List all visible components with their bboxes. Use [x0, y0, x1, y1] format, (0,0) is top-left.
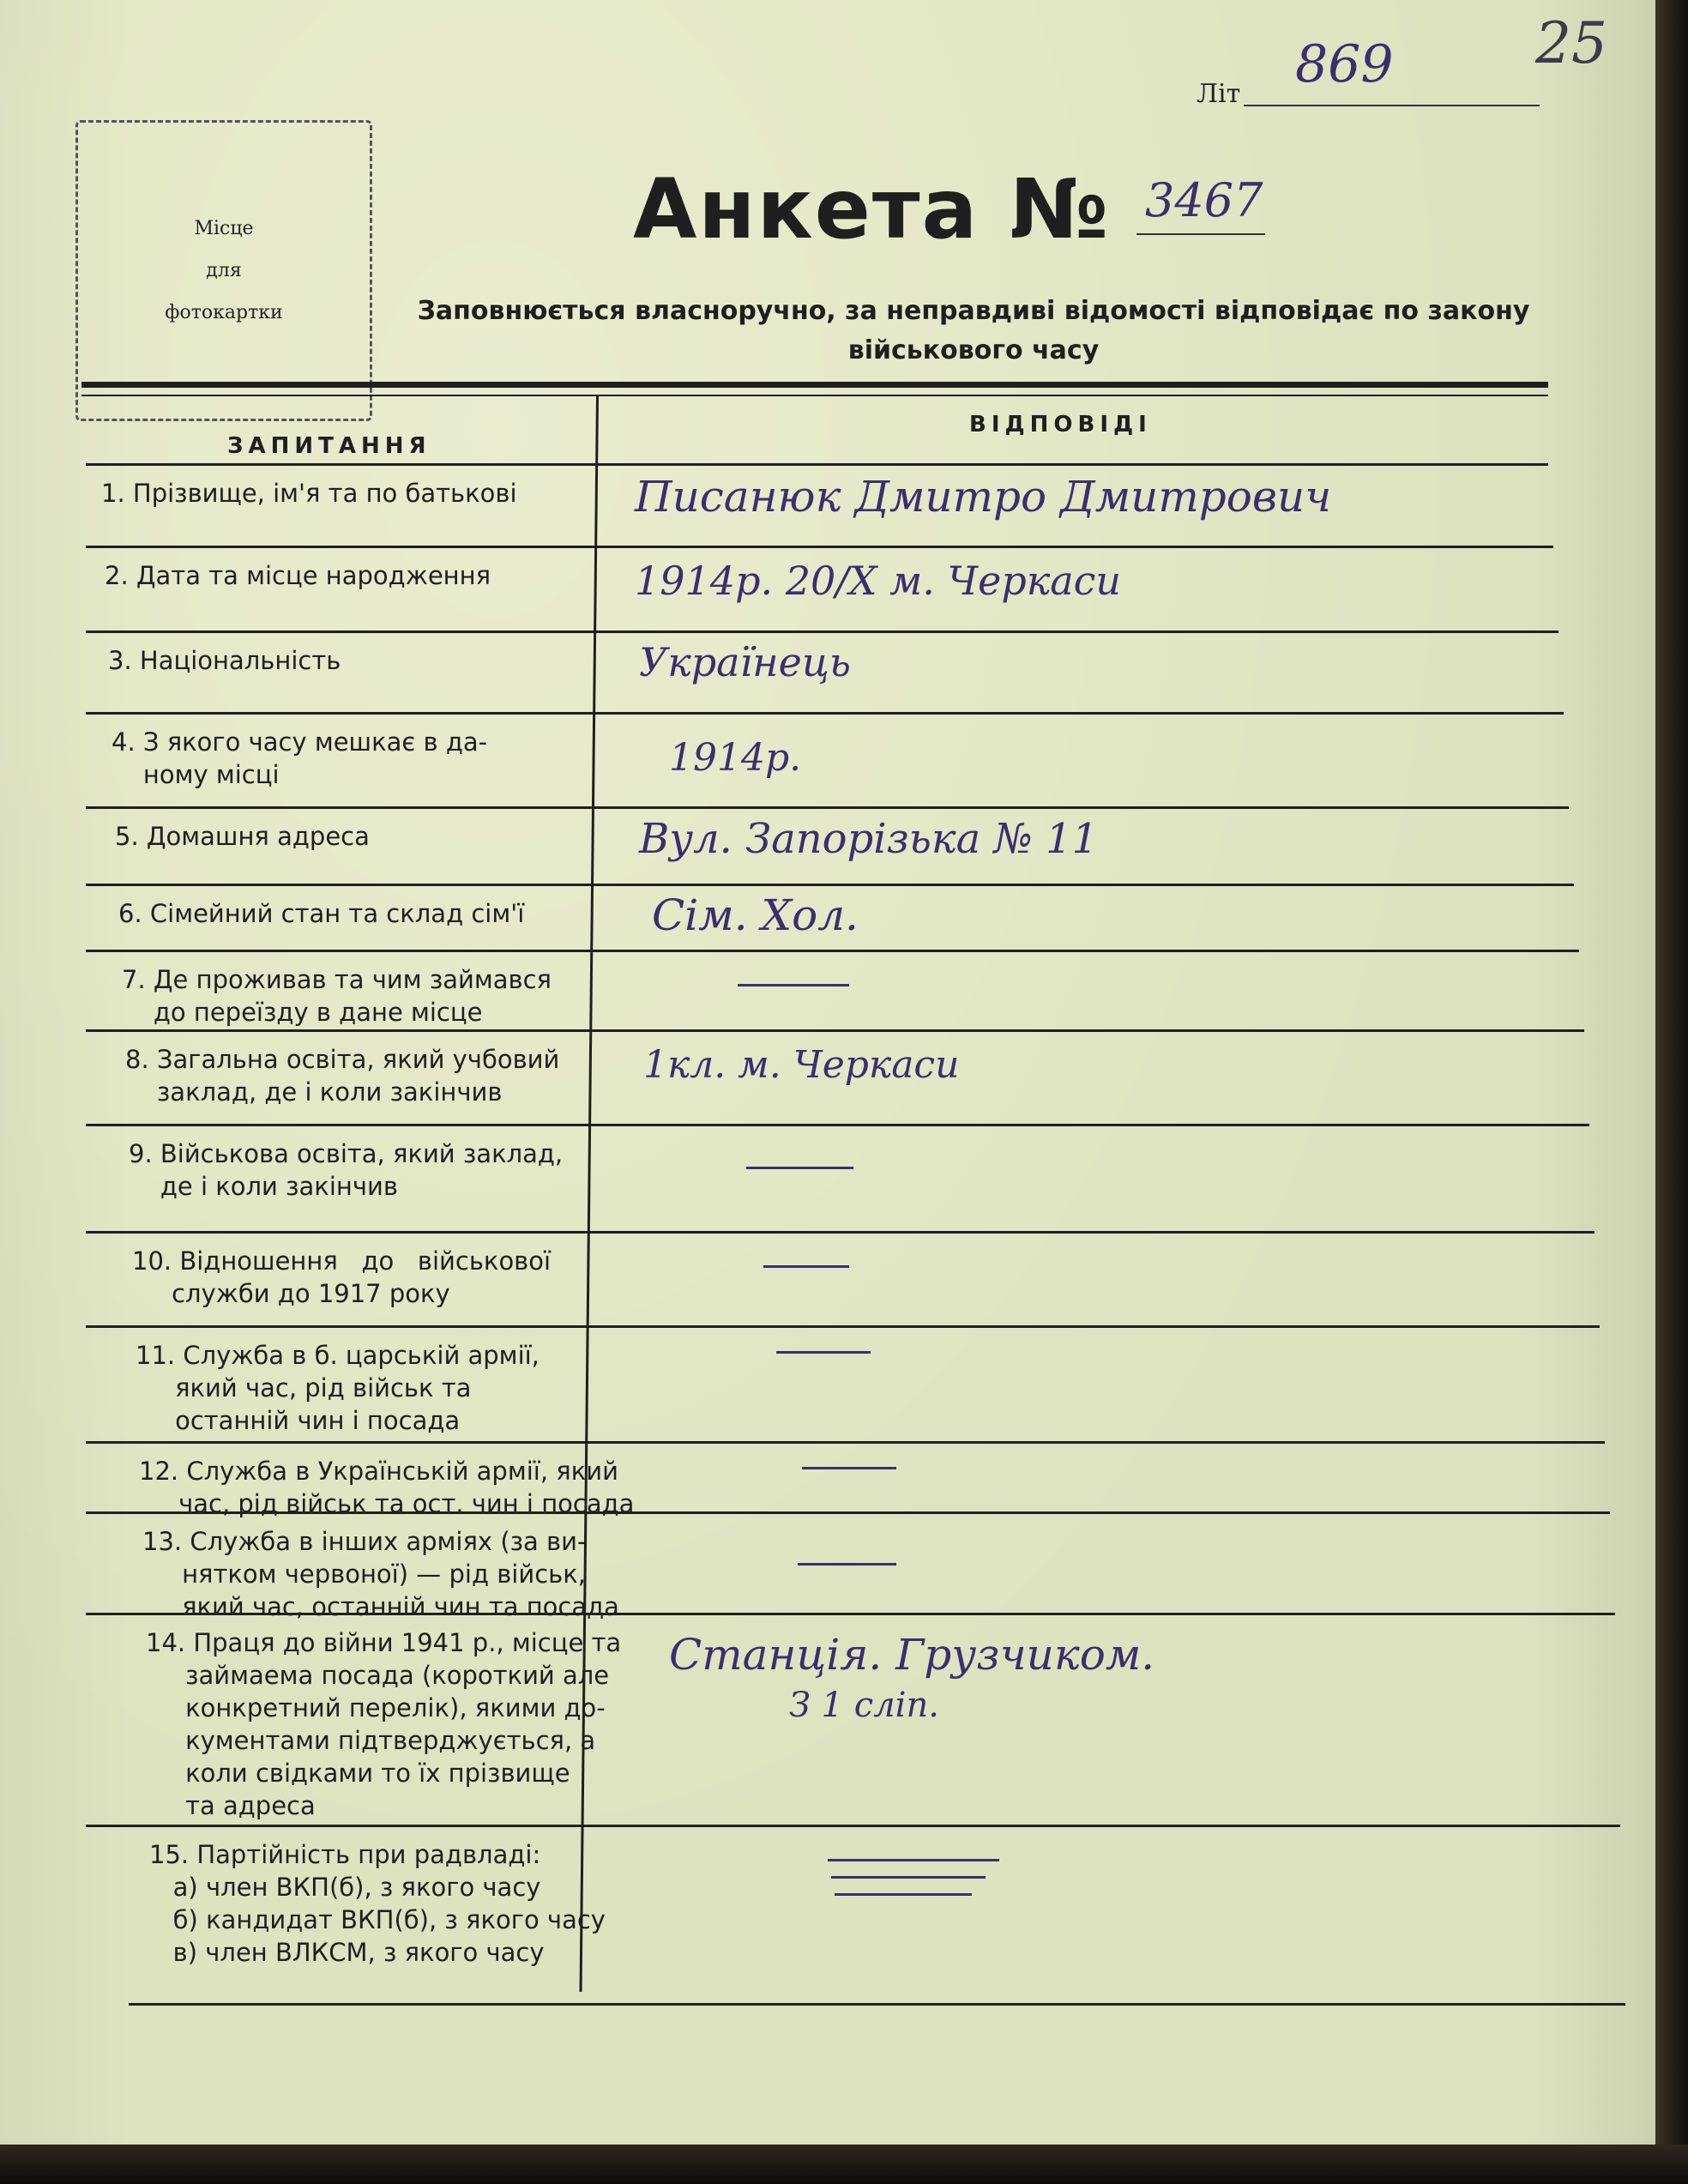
row-separator: [86, 1231, 1595, 1234]
answer-11[interactable]: [879, 1334, 880, 1335]
photo-placeholder: [75, 120, 372, 421]
answer-15[interactable]: [1008, 1842, 1009, 1843]
row-separator: [86, 806, 1569, 809]
header-rule-thin: [81, 395, 1548, 396]
question-6: 6. Сімейний стан та склад сім'ї: [118, 899, 525, 928]
question-1: 1. Прізвище, ім'я та по батькові: [101, 479, 517, 508]
row-separator: [86, 1441, 1605, 1444]
sheet-edge-right: [1655, 0, 1688, 2184]
row-separator: [86, 1029, 1584, 1032]
sheet-edge-bottom: [0, 2145, 1688, 2184]
title-number-underline: [1136, 233, 1265, 235]
answer-3[interactable]: Українець: [639, 639, 851, 685]
answer-dash-15: [835, 1893, 972, 1896]
photo-label-line2: для: [206, 260, 242, 281]
answer-14-extra[interactable]: З 1 сліп.: [789, 1686, 939, 1725]
table-bottom-rule: [129, 2003, 1625, 2006]
question-14: 14. Праця до війни 1941 р., місце та займаема посада (короткий але конкретний перелік), якими до- кументами підтверджується, а коли свідками то їх прізвище та адреса: [146, 1628, 622, 1820]
answer-dash-9: [746, 1167, 853, 1169]
answer-13[interactable]: [905, 1546, 906, 1547]
lit-value: 869: [1295, 34, 1394, 94]
answer-7[interactable]: [858, 967, 859, 968]
row-separator: [86, 884, 1574, 886]
answer-dash-15: [831, 1876, 986, 1879]
subtitle: Заповнюється власноручно, за неправдиві відомості відповідає по закону військового часу: [417, 296, 1530, 365]
question-8: 8. Загальна освіта, який учбовий заклад, де і коли закінчив: [125, 1045, 560, 1107]
row-separator: [86, 1511, 1610, 1514]
photo-label-line1: Місце: [194, 218, 254, 239]
answer-dash-15: [828, 1859, 999, 1861]
answer-dash-11: [776, 1351, 871, 1354]
questionnaire-number: 3467: [1145, 173, 1263, 227]
question-11: 11. Служба в б. царській армії, який час, рід військ та останній чин і посада: [136, 1341, 540, 1435]
question-15: 15. Партійність при радвладі: а) член ВКП(б), з якого часу б) кандидат ВКП(б), з якого часу в) член ВЛКСМ, з якого часу: [149, 1840, 606, 1967]
answer-14[interactable]: Станція. Грузчиком.: [669, 1630, 1155, 1680]
row-separator: [86, 630, 1558, 633]
question-5: 5. Домашня адреса: [115, 822, 370, 851]
corner-page-number: 25: [1535, 10, 1607, 76]
page-title: Анкета №: [633, 161, 1111, 257]
answer-4[interactable]: 1914р.: [669, 736, 802, 780]
answer-dash-7: [738, 984, 849, 986]
answer-8[interactable]: 1кл. м. Черкаси: [643, 1043, 960, 1087]
header-rule-thick: [81, 382, 1548, 388]
question-2: 2. Дата та місце народження: [105, 561, 491, 590]
answer-6[interactable]: Сім. Хол.: [652, 890, 859, 940]
photo-label-line3: фотокартки: [165, 302, 283, 323]
lit-label: Літ: [1197, 79, 1241, 109]
row-separator: [86, 950, 1579, 952]
answer-10[interactable]: [858, 1248, 859, 1249]
row-separator: [86, 463, 1548, 466]
answer-12[interactable]: [905, 1450, 906, 1451]
answer-9[interactable]: [862, 1149, 863, 1150]
question-12: 12. Служба в Українській армії, який час, рід військ та ост. чин і посада: [139, 1457, 635, 1518]
question-3: 3. Національність: [108, 646, 341, 675]
row-separator: [86, 1613, 1615, 1615]
row-separator: [86, 546, 1553, 548]
row-separator: [86, 1325, 1600, 1328]
answer-dash-10: [763, 1265, 849, 1268]
answer-dash-13: [798, 1563, 896, 1566]
question-13: 13. Служба в інших арміях (за ви- нятком червоної) — рід військ, який час, останній чин та посада: [142, 1527, 619, 1621]
lit-underline: [1244, 105, 1540, 106]
row-separator: [86, 712, 1564, 715]
question-4: 4. З якого часу мешкає в да- ному місці: [112, 727, 488, 789]
question-10: 10. Відношення до військової служби до 1917 року: [132, 1246, 552, 1308]
answer-dash-12: [802, 1467, 896, 1469]
question-7: 7. Де проживав та чим займався до переїзду в дане місце: [122, 965, 552, 1027]
row-separator: [86, 1825, 1620, 1827]
answer-5[interactable]: Вул. Запорізька № 11: [639, 815, 1099, 863]
column-header-answers: ВІДПОВІДІ: [969, 412, 1152, 437]
row-separator: [86, 1124, 1589, 1126]
question-9: 9. Військова освіта, який заклад, де і коли закінчив: [129, 1139, 564, 1201]
column-header-questions: ЗАПИТАННЯ: [227, 433, 431, 459]
answer-1[interactable]: Писанюк Дмитро Дмитрович: [635, 472, 1332, 522]
answer-2[interactable]: 1914р. 20/X м. Черкаси: [635, 558, 1122, 604]
